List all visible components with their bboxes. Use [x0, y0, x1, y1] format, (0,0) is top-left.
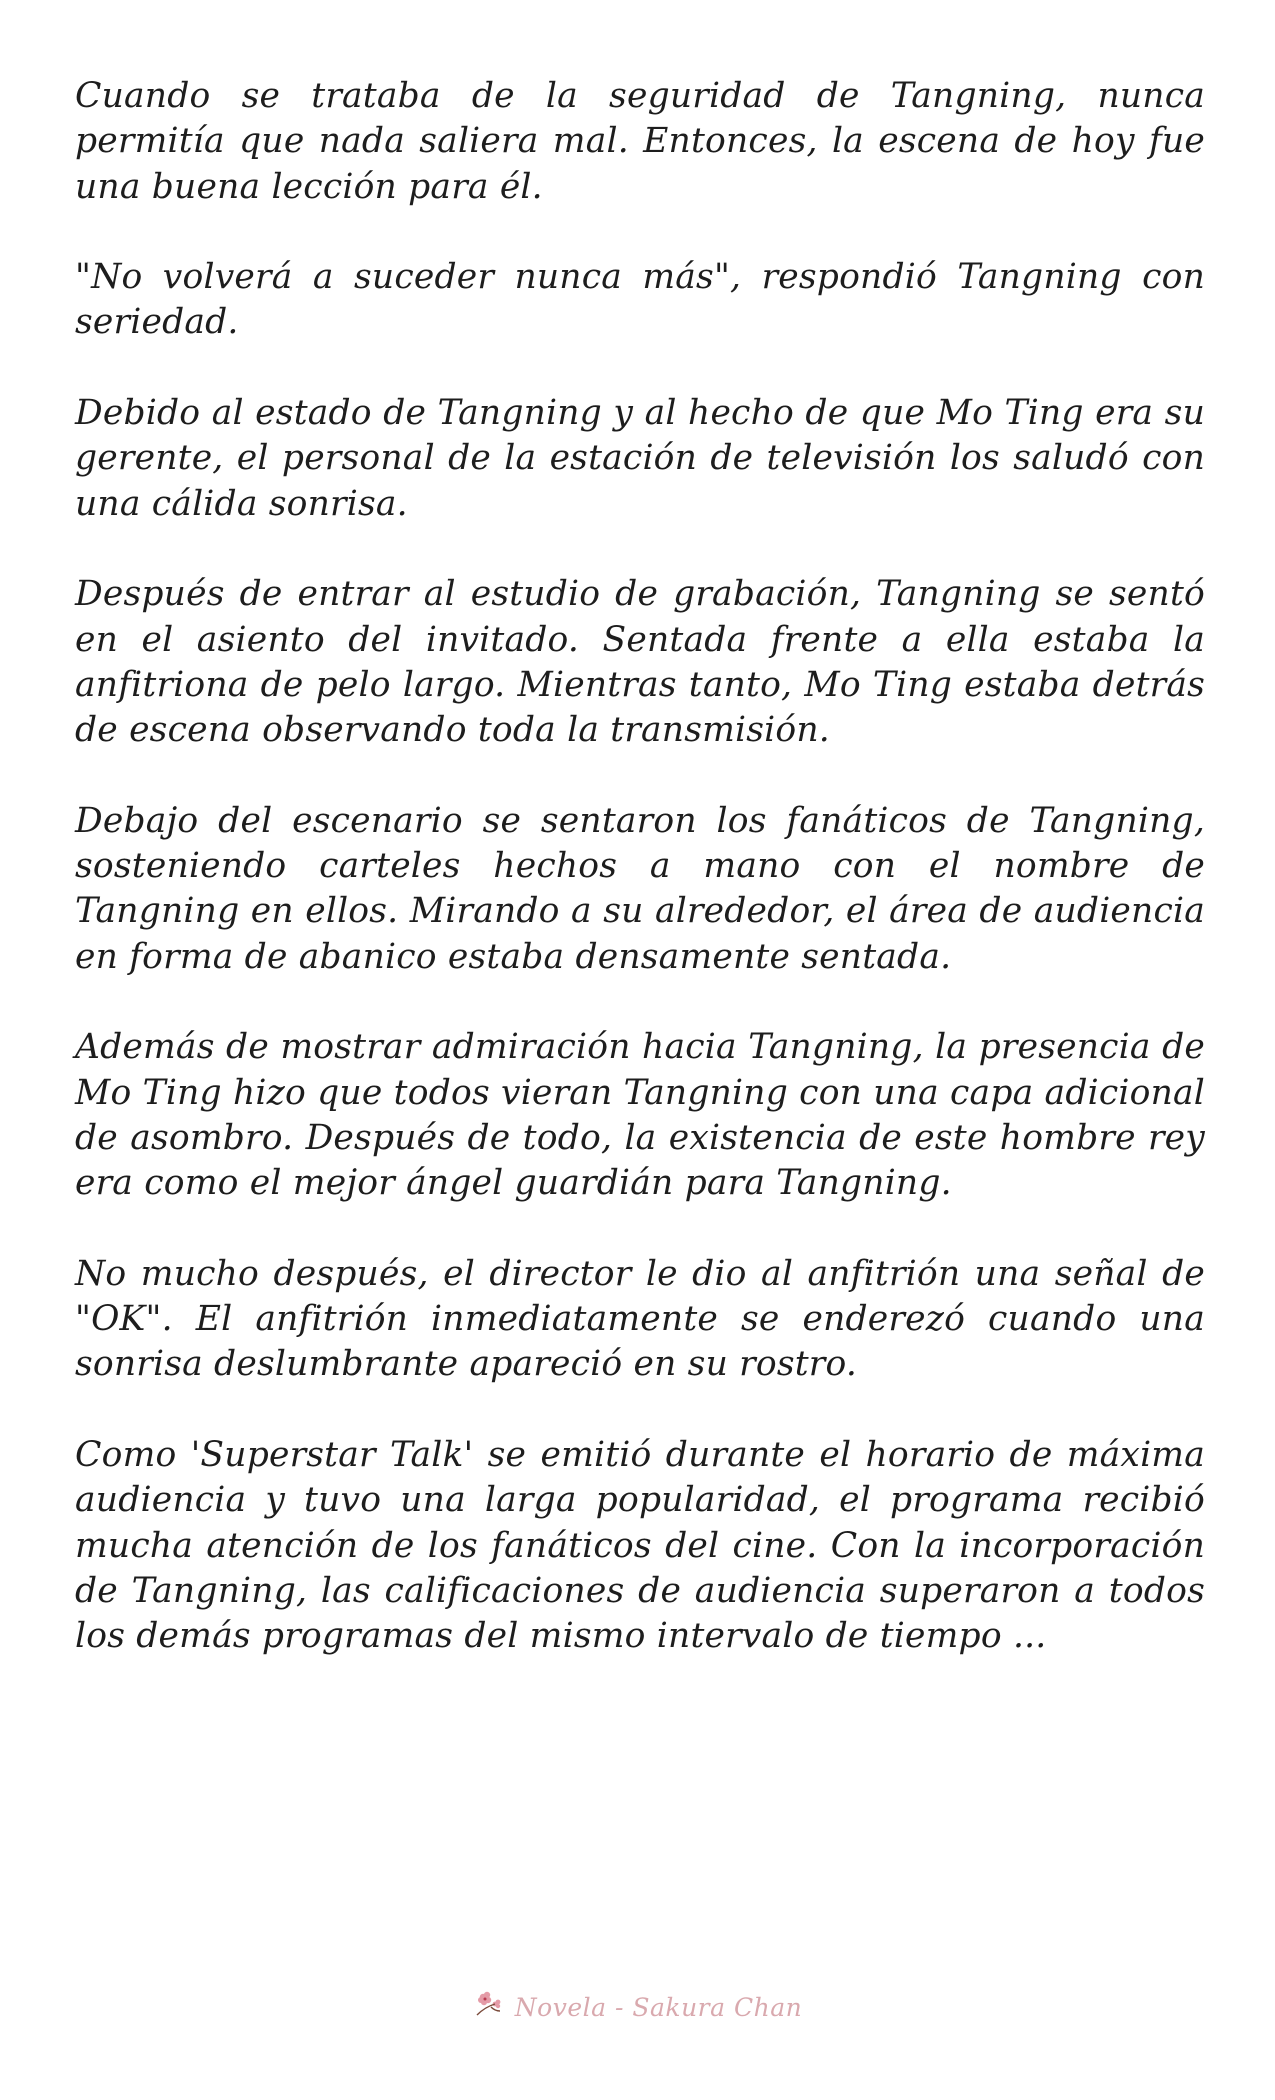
paragraph: Debajo del escenario se sentaron los fanáticos de Tangning, sosteniendo carteles hechos a mano con el nombre de Tangning en ellos. Mirando a su alrededor, el área de audiencia en forma de abanico estaba densamente sentada.: [75, 800, 1205, 977]
paragraph: No mucho después, el director le dio al anfitrión una señal de "OK". El anfitrión inmediatamente se enderezó cuando una sonrisa deslumbrante apareció en su rostro.: [75, 1253, 1205, 1385]
paragraph: Cuando se trataba de la seguridad de Tangning, nunca permitía que nada saliera mal. Entonces, la escena de hoy fue una buena lección para él.: [75, 76, 1205, 207]
sakura-flower-icon: [473, 1989, 507, 2025]
paragraph: Como 'Superstar Talk' se emitió durante el horario de máxima audiencia y tuvo una larga popularidad, el programa recibió mucha atención de los fanáticos del cine. Con la incorporación de Tangning, las calificaciones de audiencia superaron a todos los demás programas del mismo intervalo de tiempo ...: [75, 1434, 1205, 1657]
paragraph: Después de entrar al estudio de grabación, Tangning se sentó en el asiento del invitado. Sentada frente a ella estaba la anfitriona de pelo largo. Mientras tanto, Mo Ting estaba detrás de escena observando toda la transmisión.: [75, 574, 1205, 751]
watermark: [0, 1993, 1275, 2025]
document-body: [75, 74, 1205, 1705]
watermark-text: Novela - Sakura Chan: [514, 1993, 803, 2022]
paragraph: Debido al estado de Tangning y al hecho de que Mo Ting era su gerente, el personal de la estación de televisión los saludó con una cálida sonrisa.: [75, 393, 1205, 524]
paragraph: "No volverá a suceder nunca más", respondió Tangning con seriedad.: [75, 257, 1205, 343]
paragraph: Además de mostrar admiración hacia Tangning, la presencia de Mo Ting hizo que todos vieran Tangning con una capa adicional de asombro. Después de todo, la existencia de este hombre rey era como el mejor ángel guardián para Tangning.: [75, 1027, 1205, 1204]
